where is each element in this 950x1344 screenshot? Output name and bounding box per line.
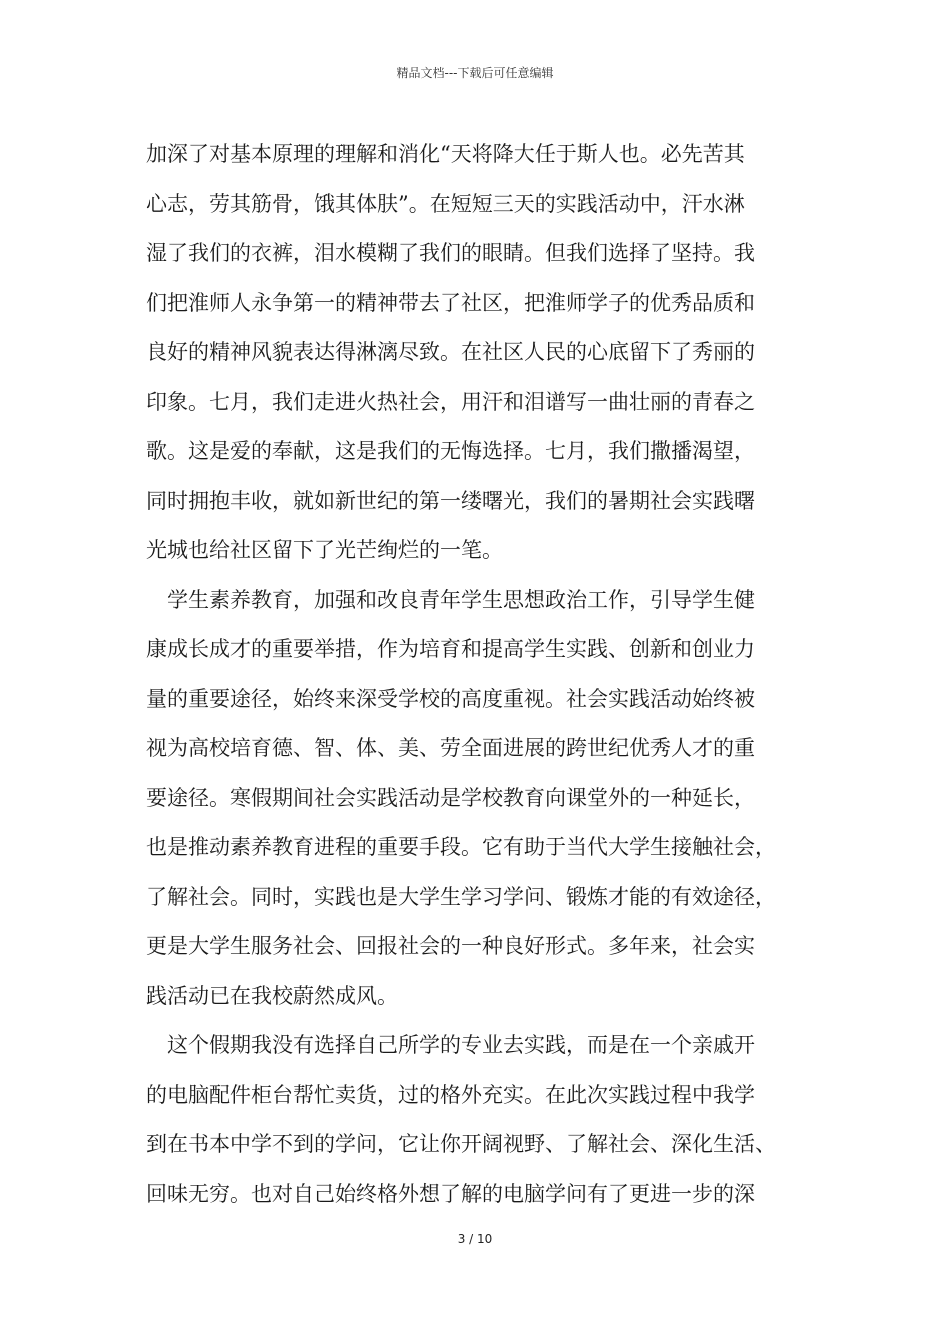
text-line: 加深了对基本原理的理解和消化“天将降大任于斯人也。必先苦其 [146, 142, 745, 166]
text-line: 歌。这是爱的奉献，这是我们的无悔选择。七月，我们撒播渴望， [146, 439, 755, 463]
text-line: 要途径。寒假期间社会实践活动是学校教育向课堂外的一种延长， [146, 785, 755, 810]
text-line: 践活动已在我校蔚然成风。 [146, 983, 398, 1008]
document-body [146, 130, 806, 1219]
text-line: 了解社会。同时，实践也是大学生学习学问、锻炼才能的有效途径， [146, 884, 776, 909]
text-line: 视为高校培育德、智、体、美、劳全面进展的跨世纪优秀人才的重 [146, 736, 755, 760]
text-line: 光城也给社区留下了光芒绚烂的一笔。 [146, 538, 503, 562]
text-line: 良好的精神风貌表达得淋漓尽致。在社区人民的心底留下了秀丽的 [146, 340, 755, 364]
text-line: 们把淮师人永争第一的精神带去了社区，把淮师学子的优秀品质和 [146, 290, 755, 315]
page-number: 3 / 10 [457, 1232, 493, 1246]
page-header: 精品文档---下载后可任意编辑 [396, 66, 554, 80]
text-line: 心志，劳其筋骨，饿其体肤”。在短短三天的实践活动中，汗水淋 [146, 191, 745, 216]
paragraph-start-line: 这个假期我没有选择自己所学的专业去实践，而是在一个亲戚开 [167, 1033, 755, 1057]
text-line: 也是推动素养教育进程的重要手段。它有助于当代大学生接触社会， [146, 835, 776, 859]
text-line: 量的重要途径，始终来深受学校的高度重视。社会实践活动始终被 [146, 686, 755, 711]
text-line: 的电脑配件柜台帮忙卖货，过的格外充实。在此次实践过程中我学 [146, 1082, 755, 1107]
text-line: 到在书本中学不到的学问，它让你开阔视野、了解社会、深化生活、 [146, 1132, 776, 1156]
text-line: 印象。七月，我们走进火热社会，用汗和泪谱写一曲壮丽的青春之 [146, 389, 755, 414]
text-line: 回味无穷。也对自己始终格外想了解的电脑学问有了更进一步的深 [146, 1181, 755, 1206]
text-line: 同时拥抱丰收，就如新世纪的第一缕曙光，我们的暑期社会实践曙 [146, 488, 755, 513]
paragraph-start-line: 学生素养教育，加强和改良青年学生思想政治工作，引导学生健 [167, 587, 755, 612]
text-line: 湿了我们的衣裤，泪水模糊了我们的眼睛。但我们选择了坚持。我 [146, 241, 755, 265]
text-line: 康成长成才的重要举措，作为培育和提高学生实践、创新和创业力 [146, 637, 755, 661]
text-line: 更是大学生服务社会、回报社会的一种良好形式。多年来，社会实 [146, 934, 755, 958]
